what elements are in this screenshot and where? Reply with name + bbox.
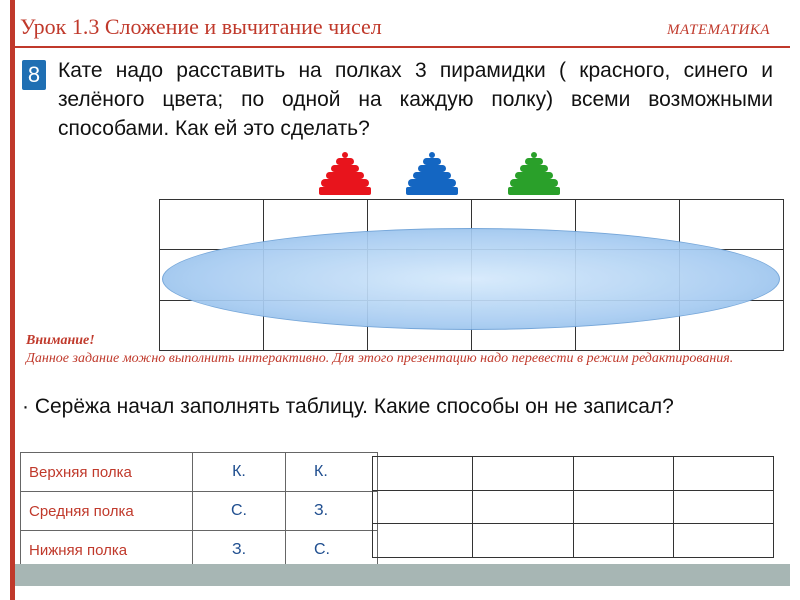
answer-cell[interactable] xyxy=(473,490,573,524)
table-row xyxy=(21,453,378,492)
answer-cell[interactable] xyxy=(473,457,573,491)
attention-heading: Внимание! xyxy=(26,333,95,348)
sergey-table xyxy=(20,452,378,570)
row-label: Верхняя полка xyxy=(21,453,193,492)
pyramid-shape xyxy=(319,152,371,195)
empty-answer-grid xyxy=(372,456,774,558)
row-value: З. xyxy=(193,531,286,570)
row-label: Нижняя полка xyxy=(21,531,193,570)
answer-cell[interactable] xyxy=(373,524,473,558)
row-value: К. xyxy=(193,453,286,492)
answer-cell[interactable] xyxy=(673,490,773,524)
row-value: К. xyxy=(286,453,378,492)
subject-label: МАТЕМАТИКА xyxy=(667,22,770,38)
answer-cell[interactable] xyxy=(573,457,673,491)
answer-cell[interactable] xyxy=(573,490,673,524)
row-value: С. xyxy=(286,531,378,570)
answer-cell[interactable] xyxy=(573,524,673,558)
slide-title: Урок 1.3 Сложение и вычитание чисел xyxy=(20,14,382,39)
answer-cell[interactable] xyxy=(673,457,773,491)
answer-cell[interactable] xyxy=(373,490,473,524)
row-value: З. xyxy=(286,492,378,531)
title-divider xyxy=(15,46,790,48)
attention-text: Данное задание можно выполнить интерактивно. Для этого презентацию надо перевести в режим редактирования. xyxy=(26,351,734,366)
pyramid-red-icon xyxy=(318,152,372,196)
table-row xyxy=(21,492,378,531)
task-number-badge: 8 xyxy=(22,60,46,90)
left-border xyxy=(10,0,15,600)
row-label: Средняя полка xyxy=(21,492,193,531)
footer-bar xyxy=(15,564,790,586)
blue-ellipse-overlay[interactable] xyxy=(162,228,780,330)
pyramid-blue-icon xyxy=(405,152,459,196)
task-text: Кате надо расставить на полках 3 пирамидки ( красного, синего и зелёного цвета; по одной на каждую полку) всеми возможными способами. Как ей это сделать? xyxy=(58,59,773,140)
attention-note xyxy=(26,332,746,368)
answer-cell[interactable] xyxy=(673,524,773,558)
grid-cell[interactable] xyxy=(160,200,264,250)
pyramid-green-icon xyxy=(507,152,561,196)
grid-cell[interactable] xyxy=(680,200,784,250)
answer-cell[interactable] xyxy=(373,457,473,491)
row-value: С. xyxy=(193,492,286,531)
question-text: · Серёжа начал заполнять таблицу. Какие способы он не записал? xyxy=(22,395,674,418)
answer-cell[interactable] xyxy=(473,524,573,558)
